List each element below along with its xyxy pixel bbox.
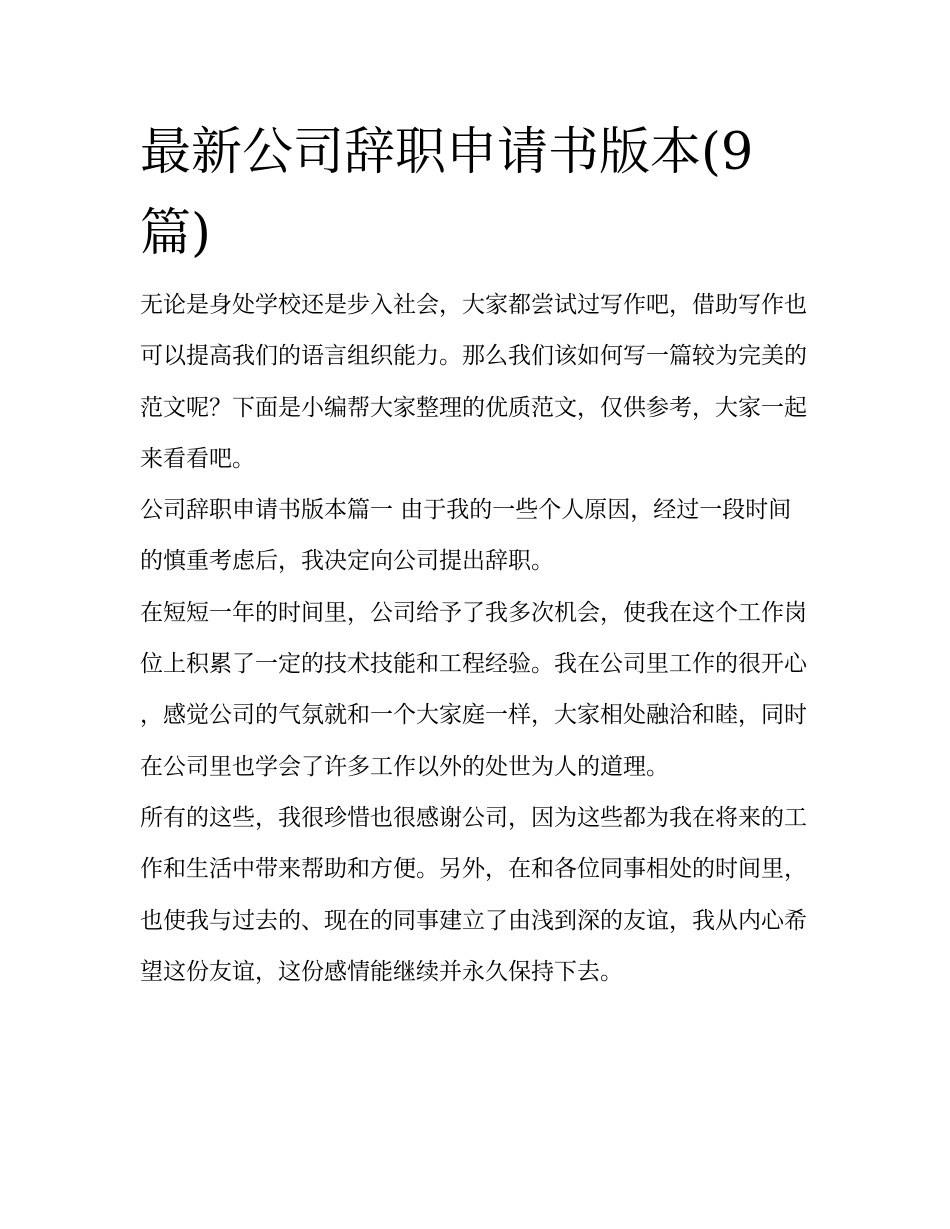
document-body bbox=[140, 280, 812, 998]
document-title: 最新公司辞职申请书版本(9篇) bbox=[140, 123, 754, 263]
body-paragraph: 在短短一年的时间里，公司给予了我多次机会，使我在这个工作岗位上积累了一定的技术技能和工程经验。我在公司里工作的很开心，感觉公司的气氛就和一个大家庭一样，大家相处融洽和睦，同时在公司里也学会了许多工作以外的处世为人的道理。 bbox=[140, 599, 807, 780]
intro-paragraph: 无论是身处学校还是步入社会，大家都尝试过写作吧，借助写作也可以提高我们的语言组织能力。那么我们该如何写一篇较为完美的范文呢？下面是小编帮大家整理的优质范文，仅供参考，大家一起来看看吧。 bbox=[140, 292, 807, 472]
body-paragraph: 所有的这些，我很珍惜也很感谢公司，因为这些都为我在将来的工作和生活中带来帮助和方便。另外，在和各位同事相处的时间里，也使我与过去的、现在的同事建立了由浅到深的友谊，我从内心希望这份友谊，这份感情能继续并永久保持下去。 bbox=[140, 804, 807, 985]
body-paragraph: 公司辞职申请书版本篇一 由于我的一些个人原因，经过一段时间的慎重考虑后，我决定向公司提出辞职。 bbox=[140, 497, 792, 575]
